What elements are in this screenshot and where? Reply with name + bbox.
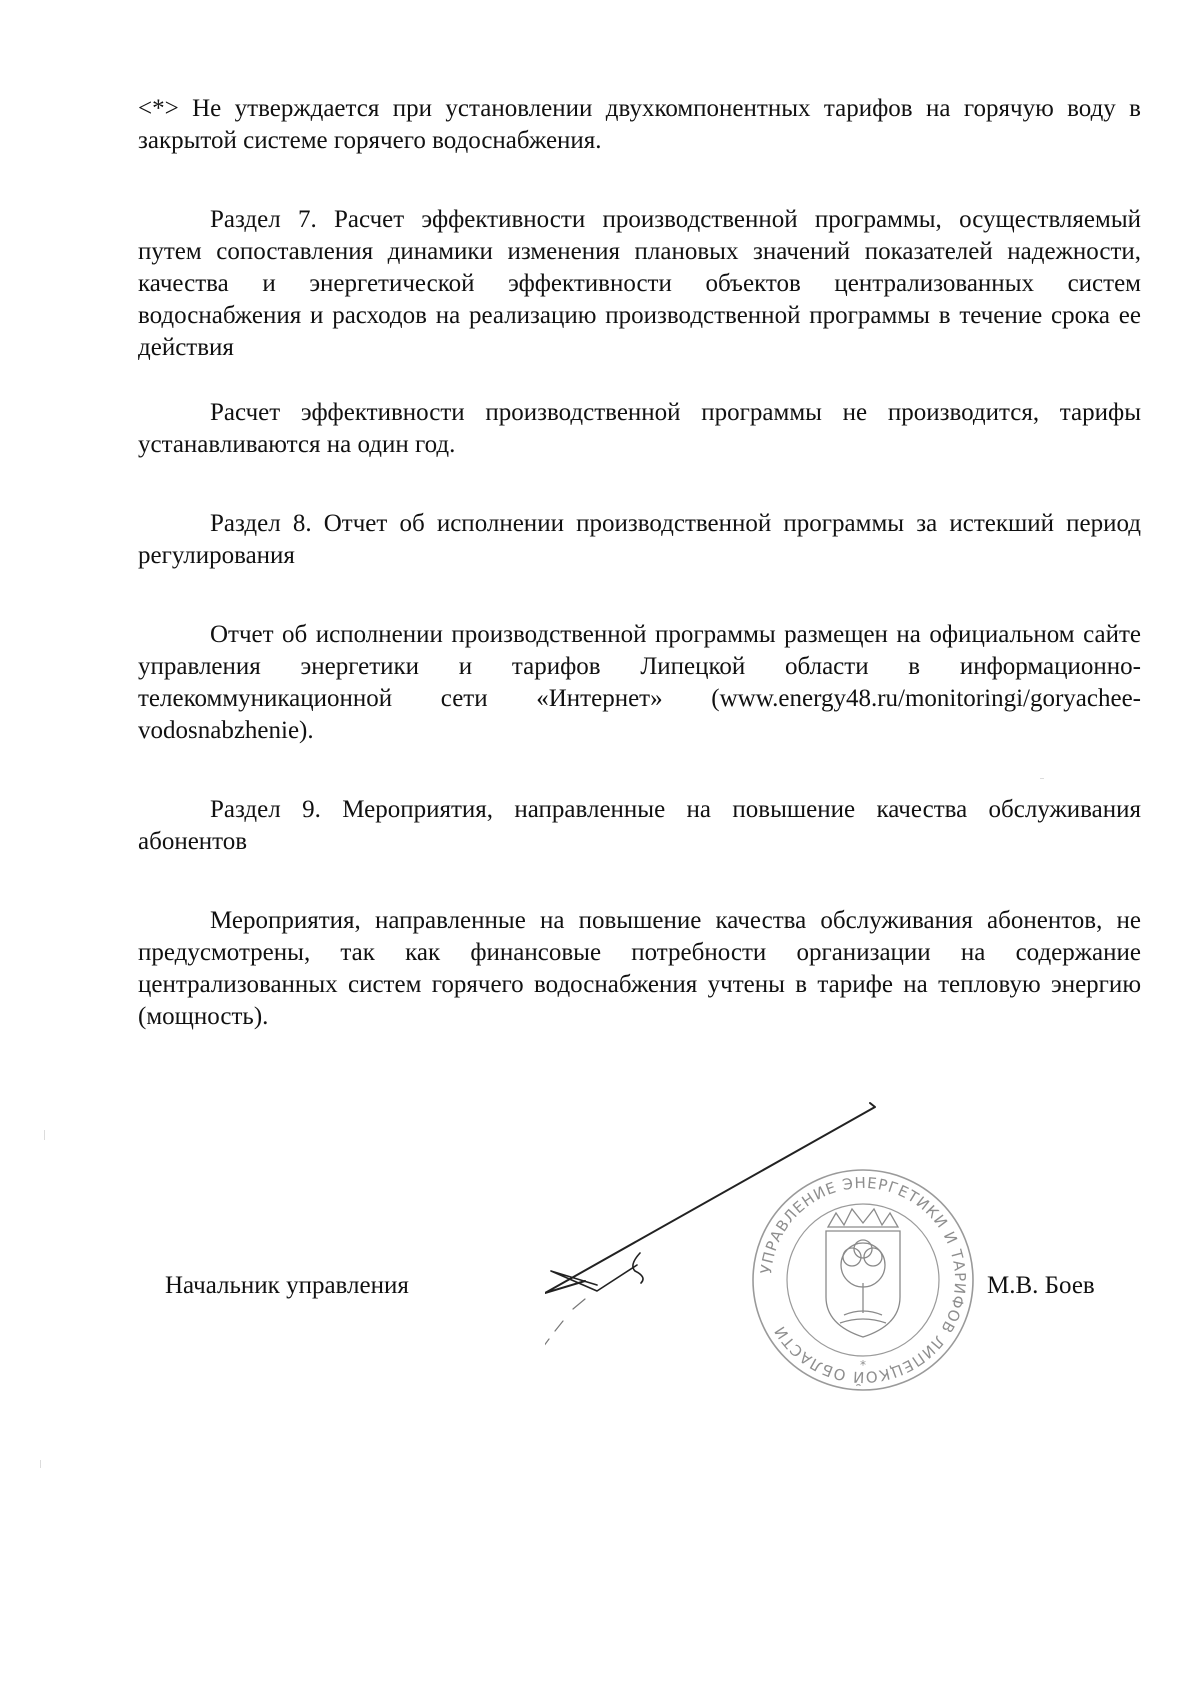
section-8-heading: Раздел 8. Отчет об исполнении производственной программы за истекший период регулирования xyxy=(138,510,1141,569)
section-9-heading: Раздел 9. Мероприятия, направленные на повышение качества обслуживания абонентов xyxy=(138,796,1141,855)
handwritten-signature xyxy=(545,1085,965,1375)
stamp-ring-text: УПРАВЛЕНИЕ ЭНЕРГЕТИКИ И ТАРИФОВ ЛИПЕЦКОЙ ОБЛАСТИ xyxy=(757,1173,970,1387)
signer-name: М.В. Боев xyxy=(987,1272,1095,1299)
scan-mark xyxy=(44,1130,45,1140)
section-7-heading: Раздел 7. Расчет эффективности производственной программы, осуществляемый путем сопоставления динамики изменения плановых значений показателей надежности, качества и энергетической эффективности объектов централизованных систем водоснабжения и расходов на реализацию производственной программы в течение срока ее действия xyxy=(138,206,1141,361)
signature-block xyxy=(0,1060,1200,1390)
footnote: <*> Не утверждается при установлении двухкомпонентных тарифов на горячую воду в закрытой системе горячего водоснабжения. xyxy=(138,95,1141,154)
section-9-body: Мероприятия, направленные на повышение качества обслуживания абонентов, не предусмотрены, так как финансовые потребности организации на содержание централизованных систем горячего водоснабжения учтены в тарифе на тепловую энергию (мощность). xyxy=(138,907,1141,1030)
signer-position: Начальник управления xyxy=(165,1272,409,1299)
svg-text:*: * xyxy=(860,1358,866,1372)
document-body xyxy=(138,93,1141,1033)
section-7-body: Расчет эффективности производственной программы не производится, тарифы устанавливаются на один год. xyxy=(138,399,1141,458)
scan-mark xyxy=(1040,778,1044,779)
section-8-body: Отчет об исполнении производственной программы размещен на официальном сайте управления энергетики и тарифов Липецкой области в информационно-телекоммуникационной сети «Интернет» (www.energy48.ru/monitoringi/goryachee-vodosnabzhenie). xyxy=(138,621,1141,744)
scan-mark xyxy=(40,1460,41,1468)
